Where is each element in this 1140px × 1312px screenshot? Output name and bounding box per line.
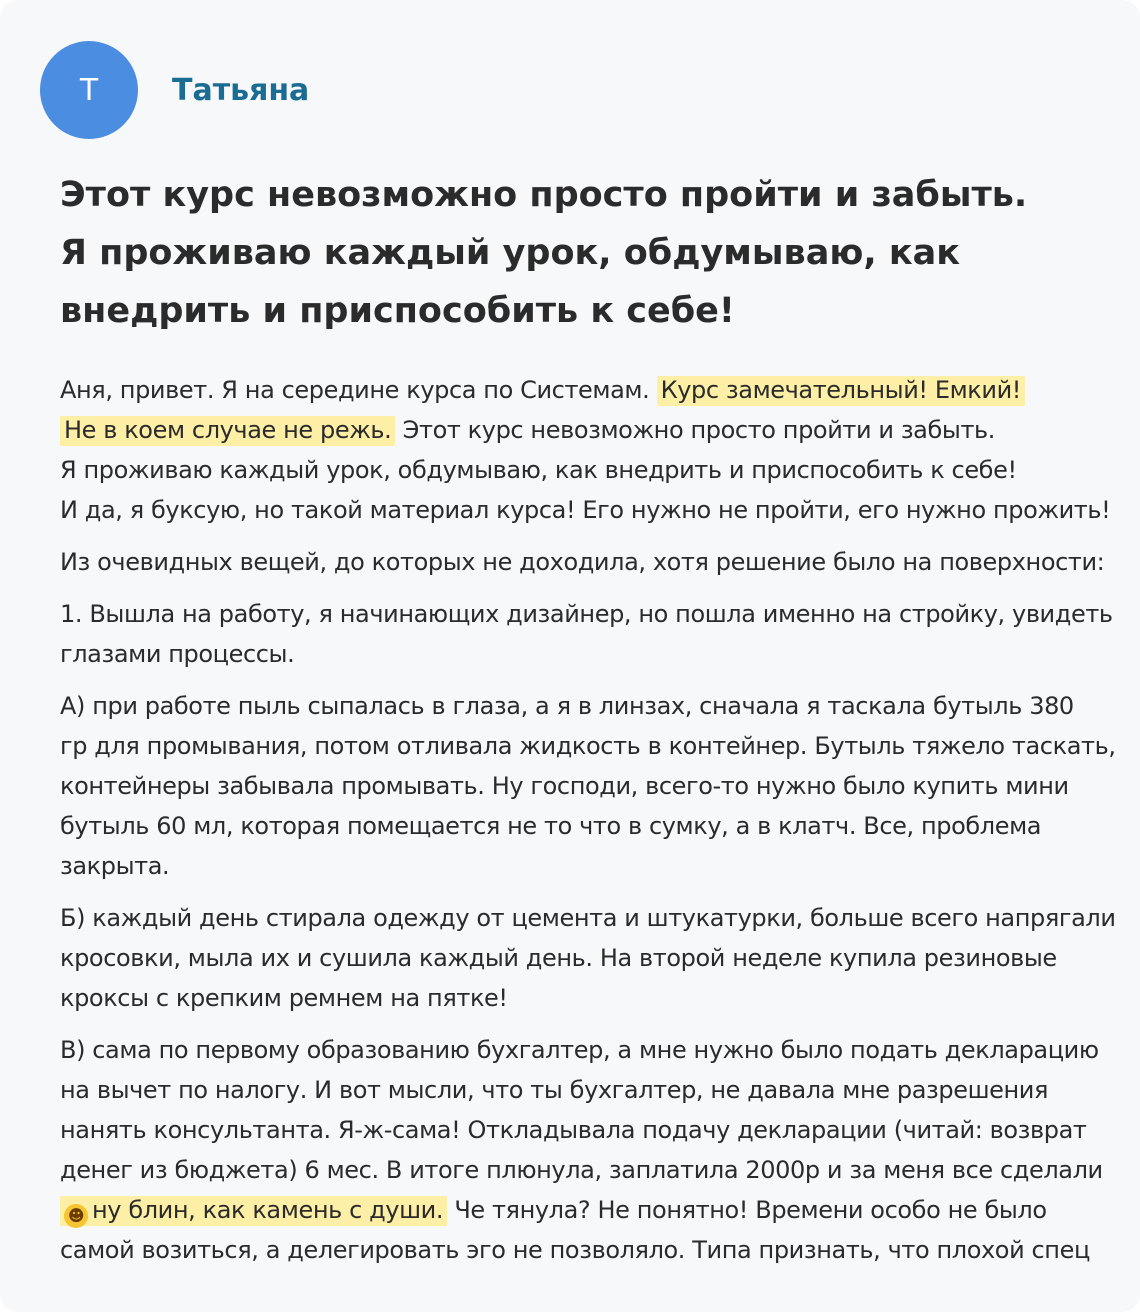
paragraph-point-1	[60, 594, 1113, 674]
paragraph-point-b	[60, 898, 1116, 1018]
text-line: 1. Вышла на работу, я начинающих дизайнер, но пошла именно на стройку, увидеть	[60, 600, 1113, 628]
headline-line: Этот курс невозможно просто пройти и забыть.	[60, 175, 1028, 215]
text-line: Б) каждый день стирала одежду от цемента и штукатурки, больше всего напрягали	[60, 904, 1116, 932]
text-line: нанять консультанта. Я-ж-сама! Откладывала подачу декларации (читай: возврат	[60, 1116, 1087, 1144]
text-line: И да, я буксую, но такой материал курса! Его нужно не пройти, его нужно прожить!	[60, 496, 1111, 524]
text-line: кроксы с крепким ремнем на пятке!	[60, 984, 508, 1012]
avatar-initial: Т	[79, 72, 99, 108]
headline-line: внедрить и приспособить к себе!	[60, 291, 735, 331]
review-headline	[60, 166, 1084, 340]
author-name: Татьяна	[172, 72, 310, 108]
text-line: бутыль 60 мл, которая помещается не то что в сумку, а в клатч. Все, проблема	[60, 812, 1042, 840]
highlighted-text: Курс замечательный! Емкий!	[657, 376, 1025, 406]
text-fragment: Че тянула? Не понятно! Времени особо не было	[447, 1196, 1047, 1224]
paragraph-point-a	[60, 686, 1116, 886]
text-line: В) сама по первому образованию бухгалтер, а мне нужно было подать декларацию	[60, 1036, 1099, 1064]
avatar	[40, 41, 138, 139]
text-line: кросовки, мыла их и сушила каждый день. На второй неделе купила резиновые	[60, 944, 1057, 972]
review-author	[60, 40, 1084, 140]
text-line: гр для промывания, потом отливала жидкость в контейнер. Бутыль тяжело таскать,	[60, 732, 1116, 760]
laughing-crying-emoji-icon: ☻	[64, 1204, 88, 1228]
highlighted-text: Не в коем случае не режь.	[60, 416, 395, 446]
review-body	[60, 370, 1116, 1270]
headline-line: Я проживаю каждый урок, обдумываю, как	[60, 233, 960, 273]
paragraph-intro	[60, 370, 1111, 530]
text-line: самой возиться, а делегировать эго не позволяло. Типа признать, что плохой спец	[60, 1236, 1090, 1264]
text-line: Из очевидных вещей, до которых не доходила, хотя решение было на поверхности:	[60, 548, 1105, 576]
text-line: глазами процессы.	[60, 640, 295, 668]
highlighted-text: ☻ ну блин, как камень с души.	[60, 1196, 447, 1226]
text-line: контейнеры забывала промывать. Ну господи, всего-то нужно было купить мини	[60, 772, 1069, 800]
text-line: А) при работе пыль сыпалась в глаза, а я в линзах, сначала я таскала бутыль 380	[60, 692, 1074, 720]
intro-text: Этот курс невозможно просто пройти и забыть.	[395, 416, 995, 444]
paragraph-obvious-things	[60, 542, 1105, 582]
text-line: Я проживаю каждый урок, обдумываю, как внедрить и приспособить к себе!	[60, 456, 1017, 484]
text-line: на вычет по налогу. И вот мысли, что ты бухгалтер, не давала мне разрешения	[60, 1076, 1049, 1104]
paragraph-point-v	[60, 1030, 1103, 1270]
text-line: денег из бюджета) 6 мес. В итоге плюнула, заплатила 2000р и за меня все сделали	[60, 1156, 1103, 1184]
text-line: закрыта.	[60, 852, 170, 880]
intro-text: Аня, привет. Я на середине курса по Системам.	[60, 376, 657, 404]
